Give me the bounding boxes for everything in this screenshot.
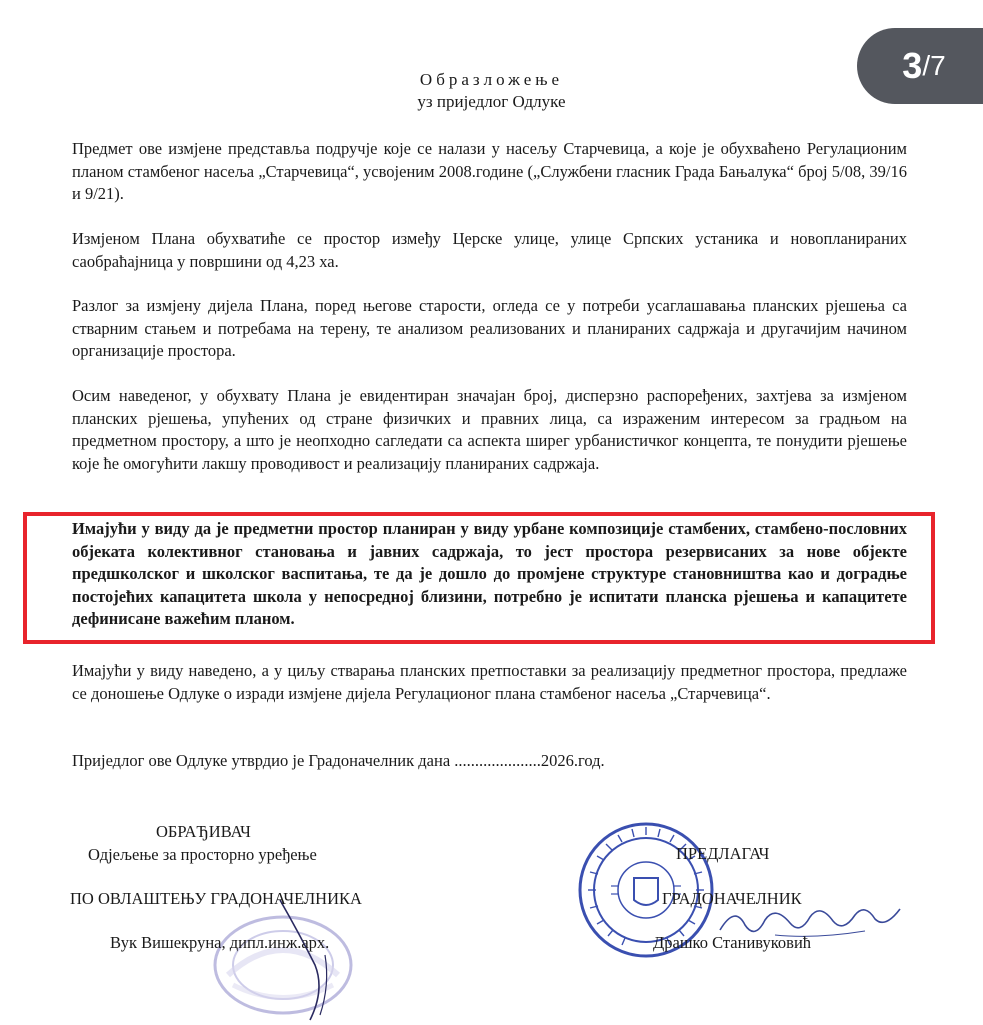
document-title: Образложење <box>419 70 564 89</box>
document-subtitle: уз приједлог Одлуке <box>417 92 566 111</box>
paragraph-reason: Разлог за измјену дијела Плана, поред његове старости, огледа се у потреби усаглашавања планских рјешења са стварним стањем и потребама на терену, те анализом реализованих и планираних садржаја и другачијим начином организације простора. <box>72 296 907 360</box>
paragraph-subject: Предмет ове измјене представља подручје које се налази у насељу Старчевица, а које је обухваћено Регулационим планом стамбеног насеља „Старчевица“, усвојеним 2008.године („Службени гласник Града Бањалука“ број 5/08, 39/16 и 9/21). <box>72 139 907 203</box>
paragraph-scope: Измјеном Плана обухватиће се простор између Церске улице, улице Српских устаника и новопланираних саобраћајница у површини од 4,23 ха. <box>72 229 907 271</box>
page-separator: / <box>922 50 931 81</box>
signature-department: Одјељење за просторно уређење <box>88 845 317 864</box>
signature-role-right: ПРЕДЛАГАЧ <box>676 844 770 863</box>
paragraph-proposal: Имајући у виду наведено, а у циљу стварања планских претпоставки за реализацију предметног простора, предлаже се доношење Одлуке о изради измјене дијела Регулационог плана стамбеног насеља „Старчевица“. <box>72 661 907 703</box>
signature-left <box>270 895 350 1025</box>
paragraph-requests: Осим наведеног, у обухвату Плана је евидентиран значајан број, дисперзно распоређених, захтјева за измјеном планских рјешења, упућених од стране физичких и правних лица, са израженим интересом за градњом на предметном простору, а што је неопходно сагледати са аспекта ширег урбанистичког концепта, те понудити рјешење које ће омогућити лакшу проводивост и реализацију планираних садржаја. <box>72 386 907 473</box>
signature-name-right: Драшко Станивуковић <box>653 933 812 952</box>
signature-role-left: ОБРАЂИВАЧ <box>156 822 251 841</box>
paragraph-adoption-date: Приједлог ове Одлуке утврдио је Градоначелник дана .....................2026.год. <box>72 751 605 770</box>
page-total: 7 <box>930 50 946 81</box>
page-current: 3 <box>902 45 923 86</box>
signature-name-left: Вук Вишекруна, дипл.инж.арх. <box>110 933 330 952</box>
paragraph-highlighted: Имајући у виду да је предметни простор планиран у виду урбане композиције стамбених, стамбено-пословних објеката колективног становања и јавних садржаја, то јест простора резервисаних за нове објекте предшколског и школског васпитања, те да је дошло до промјене структуре становништва као и доградње постојећих капацитета школа у непосредној близини, потребно је испитати планска рјешења и капацитете дефинисане важећим планом. <box>72 519 907 628</box>
signature-authority: ПО ОВЛАШТЕЊУ ГРАДОНАЧЕЛНИКА <box>70 889 362 908</box>
signature-title-right: ГРАДОНАЧЕЛНИК <box>662 889 802 908</box>
